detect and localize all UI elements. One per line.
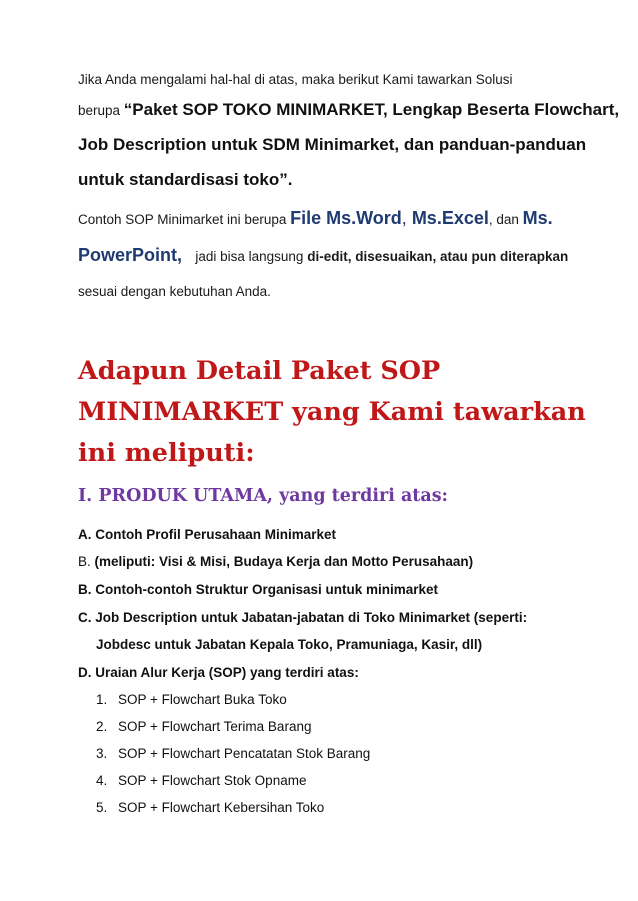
sop-item-4: 4. SOP + Flowchart Stok Opname — [96, 773, 307, 788]
file-msword: File Ms.Word — [290, 208, 402, 228]
sop-item-2: 2. SOP + Flowchart Terima Barang — [96, 719, 312, 734]
heading-line-1: Adapun Detail Paket SOP — [78, 356, 441, 386]
item-b-text: (meliputi: Visi & Misi, Budaya Kerja dan Motto Perusahaan) — [94, 554, 474, 569]
intro-line-2 — [78, 100, 619, 120]
contoh-line-2 — [78, 245, 568, 266]
sop-item-1: 1. SOP + Flowchart Buka Toko — [96, 692, 287, 707]
item-c-line-2: Jobdesc untuk Jabatan Kepala Toko, Pramuniaga, Kasir, dll) — [96, 637, 483, 652]
comma: , — [401, 208, 412, 228]
heading-line-2: MINIMARKET yang Kami tawarkan — [78, 397, 586, 427]
item-b-letter: B. — [78, 554, 95, 569]
contoh-line-1 — [78, 208, 553, 229]
edit-text: di-edit, disesuaikan, atau pun diterapkan — [307, 249, 569, 264]
heading-line-3: ini meliputi: — [78, 438, 255, 468]
intro-paket-title: “Paket SOP TOKO MINIMARKET, Lengkap Beserta Flowchart, — [123, 100, 620, 119]
intro-berupa: berupa — [78, 103, 124, 118]
intro-line-1: Jika Anda mengalami hal-hal di atas, maka berikut Kami tawarkan Solusi — [78, 72, 513, 87]
file-ms: Ms. — [522, 208, 553, 228]
item-d: D. Uraian Alur Kerja (SOP) yang terdiri atas: — [78, 665, 359, 680]
item-b2: B. Contoh-contoh Struktur Organisasi untuk minimarket — [78, 582, 439, 597]
bisa-text: jadi bisa langsung — [195, 249, 308, 264]
file-powerpoint: PowerPoint, — [78, 245, 183, 265]
intro-line-3: Job Description untuk SDM Minimarket, dan panduan-panduan — [78, 135, 587, 154]
item-c-line-1: C. Job Description untuk Jabatan-jabatan di Toko Minimarket (seperti: — [78, 610, 528, 625]
item-b — [78, 554, 473, 569]
contoh-text: Contoh SOP Minimarket ini berupa — [78, 212, 291, 227]
subheading-produk-utama: I. PRODUK UTAMA, yang terdiri atas: — [78, 486, 449, 506]
sop-item-5: 5. SOP + Flowchart Kebersihan Toko — [96, 800, 325, 815]
sop-item-3: 3. SOP + Flowchart Pencatatan Stok Barang — [96, 746, 371, 761]
dan-text: , dan — [488, 212, 523, 227]
contoh-line-3: sesuai dengan kebutuhan Anda. — [78, 284, 271, 299]
intro-line-4: untuk standardisasi toko”. — [78, 170, 293, 189]
file-msexcel: Ms.Excel — [411, 208, 489, 228]
item-a: A. Contoh Profil Perusahaan Minimarket — [78, 527, 337, 542]
